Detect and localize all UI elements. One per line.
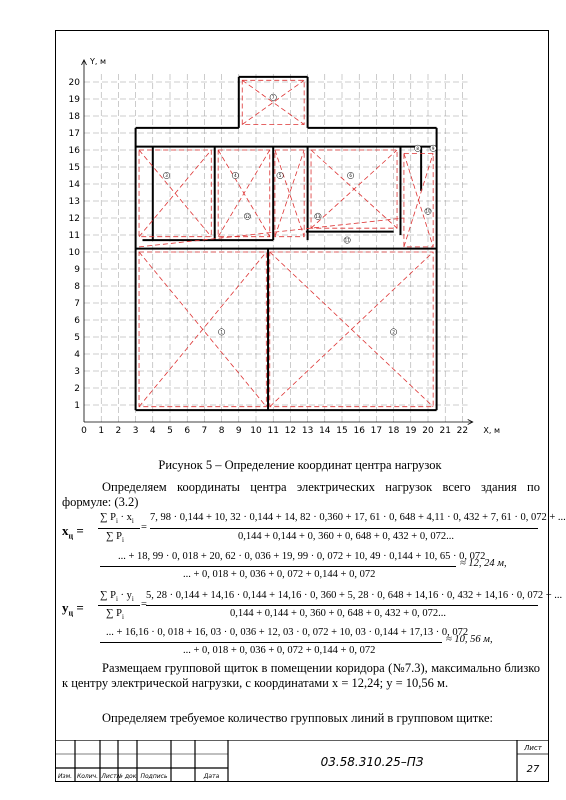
x-tick-label: 5: [167, 426, 173, 436]
y-tick-label: 2: [74, 384, 80, 394]
y-tick-label: 20: [68, 78, 80, 88]
x-formula-lhs: $x_ц$ =: [62, 523, 84, 541]
x-tick-label: 18: [387, 426, 400, 436]
y-formula-numerator-2: ... + 16,16 · 0, 018 + 16, 03 · 0, 036 + 12, 03 · 0, 072 + 10, 03 · 0,144 + 17,13 · 0, 072: [106, 627, 469, 638]
x-result: ≈ 12, 24 м,: [460, 558, 507, 569]
y-tick-label: 5: [74, 333, 80, 343]
y-tick-label: 7: [74, 299, 80, 309]
room-number: 8: [416, 145, 419, 151]
x-tick-label: 15: [336, 426, 348, 436]
x-axis-label: X, м: [483, 426, 500, 435]
room-number: 6: [349, 173, 352, 178]
x-tick-label: 22: [456, 426, 469, 436]
y-tick-label: 19: [68, 95, 80, 105]
room-number: 12: [244, 213, 250, 219]
room-number: 3: [165, 173, 168, 178]
room-number: 1: [220, 329, 223, 335]
x-tick-label: 1: [98, 426, 105, 436]
y-tick-label: 10: [68, 248, 80, 258]
floor-plan: [60, 40, 500, 460]
title-block: [55, 740, 549, 782]
x-tick-label: 16: [353, 426, 365, 436]
y-tick-label: 1: [74, 401, 80, 411]
y-formula-denominator-1: 0,144 + 0,144 + 0, 360 + 0, 648 + 0, 432 + 0, 072...: [230, 608, 446, 619]
stamp-header-sign: Подпись: [140, 773, 168, 780]
room-number: 9: [431, 145, 435, 151]
x-tick-label: 3: [132, 426, 139, 436]
y-tick-label: 6: [74, 316, 80, 326]
y-tick-label: 12: [68, 214, 80, 224]
y-formula-sum-denominator: ∑ $P_i$: [106, 608, 124, 622]
placement-paragraph: Размещаем групповой щиток в помещении коридора (№7.3), максимально близко к центру электрической нагрузки, с координатами x = 12,24; y = 10,56 м.: [62, 661, 540, 690]
x-tick-label: 7: [201, 426, 208, 436]
room-number: 11: [344, 237, 350, 243]
y-tick-label: 18: [68, 112, 80, 122]
x-tick-label: 13: [301, 426, 314, 436]
x-tick-label: 10: [250, 426, 262, 436]
x-tick-label: 9: [235, 426, 242, 436]
x-tick-label: 17: [370, 426, 383, 436]
stamp-code: 03.58.310.25–ПЗ: [320, 755, 424, 769]
x-tick-label: 4: [149, 426, 156, 436]
stamp-header-list: Лист: [101, 773, 117, 780]
stamp-header-doc: № док.: [116, 773, 139, 780]
x-tick-label: 2: [115, 426, 122, 436]
x-tick-label: 11: [267, 426, 279, 436]
x-tick-label: 6: [184, 426, 191, 436]
lighting-run: [275, 150, 304, 237]
x-formula-denominator-2: ... + 0, 018 + 0, 036 + 0, 072 + 0,144 + 0, 072: [183, 569, 376, 580]
room-number: 7: [271, 94, 275, 100]
y-tick-label: 9: [74, 265, 80, 275]
room-number: 4: [234, 173, 237, 178]
y-axis-label: Y, м: [90, 57, 107, 66]
stamp-header-kolich: Колич.: [76, 773, 99, 780]
lighting-run: [275, 150, 304, 237]
lines-paragraph: Определяем требуемое количество групповых линий в групповом щитке:: [102, 711, 493, 725]
room-number: 5: [278, 173, 282, 178]
room-number: 13: [315, 213, 321, 219]
x-formula-sum-numerator: ∑ $P_i \cdot x_i$: [100, 512, 134, 526]
y-formula-lhs: $y_ц$ =: [62, 600, 84, 618]
x-formula-sum-denominator: ∑ $P_i$: [106, 531, 124, 545]
room-number: 10: [425, 208, 431, 214]
x-tick-label: 0: [81, 426, 87, 436]
lighting-zone: [275, 150, 304, 237]
x-tick-label: 21: [439, 426, 451, 436]
x-tick-label: 8: [218, 426, 225, 436]
intro-paragraph: Определяем координаты центра электрических нагрузок всего здания по формуле: (3.2): [62, 480, 540, 509]
y-tick-label: 4: [74, 350, 80, 360]
y-tick-label: 16: [68, 146, 80, 156]
x-formula-numerator-2: ... + 18, 99 · 0, 018 + 20, 62 · 0, 036 + 19, 99 · 0, 072 + 10, 49 · 0,144 + 10, 65 · 0, 072: [118, 551, 486, 562]
x-formula-denominator-1: 0,144 + 0,144 + 0, 360 + 0, 648 + 0, 432 + 0, 072...: [238, 531, 454, 542]
x-tick-label: 19: [405, 426, 417, 436]
stamp-sheet-label: Лист: [524, 744, 542, 752]
y-tick-label: 11: [68, 231, 80, 241]
x-tick-label: 20: [422, 426, 434, 436]
y-tick-label: 15: [68, 163, 80, 173]
y-formula-denominator-2: ... + 0, 018 + 0, 036 + 0, 072 + 0,144 + 0, 072: [183, 645, 376, 656]
y-formula-sum-numerator: ∑ $P_i \cdot y_i$: [100, 590, 134, 604]
y-formula-numerator-1: 5, 28 · 0,144 + 14,16 · 0,144 + 14,16 · 0, 360 + 5, 28 · 0, 648 + 14,16 · 0, 432 + 14,16 · 0, 072 + ...: [146, 590, 563, 601]
x-formula-numerator-1: 7, 98 · 0,144 + 10, 32 · 0,144 + 14, 82 · 0,360 + 17, 61 · 0, 648 + 4,11 · 0, 432 + 7, 61 · 0, 072 + ...: [150, 512, 566, 523]
x-tick-label: 14: [319, 426, 331, 436]
lighting-run: [218, 150, 270, 237]
figure-caption: Рисунок 5 – Определение координат центра нагрузок: [158, 458, 442, 472]
y-tick-label: 17: [68, 129, 80, 139]
room-number: 2: [392, 329, 395, 335]
y-tick-label: 8: [74, 282, 80, 292]
y-tick-label: 3: [74, 367, 80, 377]
stamp-header-date: Дата: [203, 773, 220, 780]
x-tick-label: 12: [284, 426, 297, 436]
stamp-sheet-number: 27: [526, 764, 540, 775]
y-tick-label: 14: [68, 180, 80, 190]
y-result: ≈ 10, 56 м,: [446, 634, 493, 645]
stamp-header-izm: Изм.: [57, 773, 73, 780]
y-tick-label: 13: [68, 197, 80, 207]
